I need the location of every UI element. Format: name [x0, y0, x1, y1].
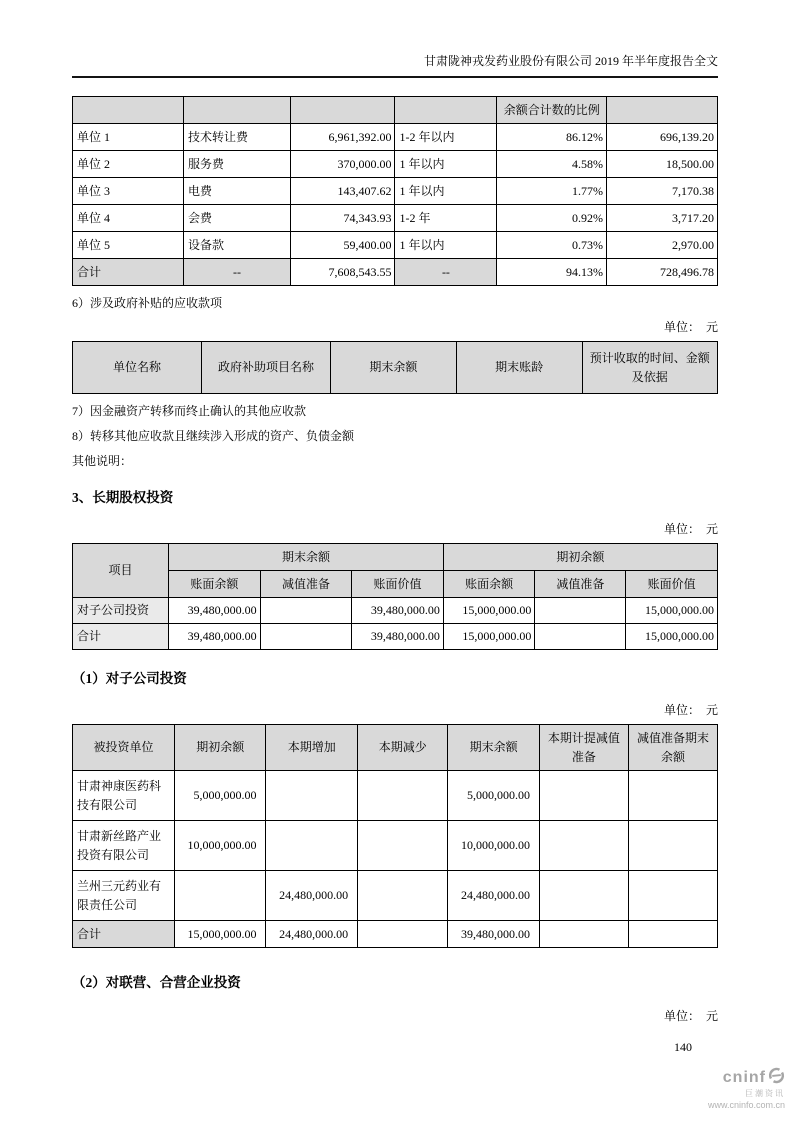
cell: --: [183, 259, 290, 286]
cell: [358, 871, 448, 921]
cell: 政府补助项目名称: [202, 342, 331, 394]
cell: 2,970.00: [607, 232, 718, 259]
cell: 39,480,000.00: [448, 921, 540, 948]
cell: 账面余额: [169, 571, 261, 598]
cell: [539, 821, 628, 871]
cell: 期末余额: [448, 725, 540, 771]
aging-table: [72, 96, 718, 286]
cell: [628, 771, 717, 821]
cell: 期末余额: [331, 342, 457, 394]
table-row: [73, 598, 718, 624]
cell: 39,480,000.00: [352, 598, 444, 624]
cell: 10,000,000.00: [448, 821, 540, 871]
cell: 15,000,000.00: [443, 624, 535, 650]
cell: 0.92%: [497, 205, 607, 232]
cell: [266, 821, 358, 871]
note-8: 8）转移其他应收款且继续涉入形成的资产、负债金额: [72, 429, 355, 443]
cell: 15,000,000.00: [174, 921, 266, 948]
cell: 账面价值: [626, 571, 718, 598]
unit-label: 单位： 元: [663, 1009, 718, 1023]
cell: [260, 598, 352, 624]
section-3-heading: 3、长期股权投资: [72, 490, 174, 505]
cell: 期末账龄: [456, 342, 582, 394]
cell: [539, 921, 628, 948]
table-header-row: [73, 544, 718, 571]
cell: 39,480,000.00: [169, 624, 261, 650]
cell: 减值准备期末余额: [628, 725, 717, 771]
table-row: [73, 178, 718, 205]
cell: [539, 871, 628, 921]
cell: 5,000,000.00: [174, 771, 266, 821]
sub-2-heading: （2）对联营、合营企业投资: [72, 975, 241, 990]
table-subheader-row: [73, 571, 718, 598]
table-row: [73, 205, 718, 232]
section-6-heading: 6）涉及政府补贴的应收款项: [72, 296, 223, 310]
cell: [628, 921, 717, 948]
cell: 86.12%: [497, 124, 607, 151]
cell: 1 年以内: [395, 178, 497, 205]
cell: 减值准备: [535, 571, 626, 598]
other-note: 其他说明：: [72, 454, 133, 468]
cell: 24,480,000.00: [266, 871, 358, 921]
cell: 期末余额: [169, 544, 444, 571]
cninfo-logo: [708, 1067, 785, 1110]
cell: [260, 624, 352, 650]
table-total-row: [73, 624, 718, 650]
table-total-row: [73, 259, 718, 286]
cell: --: [395, 259, 497, 286]
cell: 4.58%: [497, 151, 607, 178]
cell: 单位 4: [73, 205, 184, 232]
cell: [607, 97, 718, 124]
table-row: [73, 871, 718, 921]
cell: [535, 624, 626, 650]
cell: 6,961,392.00: [291, 124, 395, 151]
unit-label: 单位： 元: [663, 320, 718, 334]
cell: 143,407.62: [291, 178, 395, 205]
cninfo-url: www.cninfo.com.cn: [707, 1100, 785, 1110]
cell: 账面价值: [352, 571, 444, 598]
cell: 预计收取的时间、金额及依据: [582, 342, 717, 394]
subsidiary-table: [72, 724, 718, 948]
cell: 39,480,000.00: [169, 598, 261, 624]
cell: 15,000,000.00: [443, 598, 535, 624]
cell: 单位 3: [73, 178, 184, 205]
cell: [291, 97, 395, 124]
cell: 甘肃新丝路产业投资有限公司: [73, 821, 175, 871]
cell: 94.13%: [497, 259, 607, 286]
table-row: [73, 124, 718, 151]
cell: 24,480,000.00: [448, 871, 540, 921]
cell: 10,000,000.00: [174, 821, 266, 871]
cell: 服务费: [183, 151, 290, 178]
cell: 设备款: [183, 232, 290, 259]
cell: 696,139.20: [607, 124, 718, 151]
cell: 1 年以内: [395, 151, 497, 178]
cell: 1 年以内: [395, 232, 497, 259]
cell: 兰州三元药业有限责任公司: [73, 871, 175, 921]
cell: [628, 871, 717, 921]
cninfo-brand-line: [708, 1067, 785, 1089]
table-header-row: [73, 97, 718, 124]
cell: 5,000,000.00: [448, 771, 540, 821]
cninfo-brand-cn: 巨潮资讯: [745, 1089, 785, 1098]
cell: [535, 598, 626, 624]
cell: 余额合计数的比例: [497, 97, 607, 124]
cell: [358, 771, 448, 821]
cell: [266, 771, 358, 821]
cell: 单位 5: [73, 232, 184, 259]
cell: 18,500.00: [607, 151, 718, 178]
cell: 7,608,543.55: [291, 259, 395, 286]
cell: 74,343.93: [291, 205, 395, 232]
cell: 7,170.38: [607, 178, 718, 205]
cell: [73, 97, 184, 124]
table-header-row: [73, 725, 718, 771]
gov-subsidy-table: [72, 341, 718, 394]
table-row: [73, 232, 718, 259]
report-header: [72, 0, 718, 78]
cell: 728,496.78: [607, 259, 718, 286]
cell: 15,000,000.00: [626, 624, 718, 650]
cell: 0.73%: [497, 232, 607, 259]
cell: 账面余额: [443, 571, 535, 598]
cell: [358, 921, 448, 948]
cell: 合计: [73, 921, 175, 948]
cell: [539, 771, 628, 821]
cell: 期初余额: [174, 725, 266, 771]
sub-1-heading: （1）对子公司投资: [72, 671, 187, 686]
cell: 合计: [73, 259, 184, 286]
report-header-title: 甘肃陇神戎发药业股份有限公司 2019 年半年度报告全文: [423, 54, 718, 68]
cell: 单位 1: [73, 124, 184, 151]
cell: 本期减少: [358, 725, 448, 771]
cell: 项目: [73, 544, 169, 598]
table-row: [73, 821, 718, 871]
cell: [628, 821, 717, 871]
lt-equity-table: [72, 543, 718, 650]
table-header-row: [73, 342, 718, 394]
cell: 技术转让费: [183, 124, 290, 151]
cell: 单位名称: [73, 342, 202, 394]
cell: [174, 871, 266, 921]
cell: [395, 97, 497, 124]
cell: 1-2 年以内: [395, 124, 497, 151]
cell: [183, 97, 290, 124]
cell: 会费: [183, 205, 290, 232]
cell: 本期增加: [266, 725, 358, 771]
cell: 电费: [183, 178, 290, 205]
cell: 被投资单位: [73, 725, 175, 771]
cell: 甘肃神康医药科技有限公司: [73, 771, 175, 821]
cell: 59,400.00: [291, 232, 395, 259]
cell: 370,000.00: [291, 151, 395, 178]
page-number: 140: [674, 1040, 692, 1054]
table-row: [73, 151, 718, 178]
unit-label: 单位： 元: [663, 703, 718, 717]
cell: 期初余额: [443, 544, 717, 571]
cninfo-swirl-icon: [768, 1067, 785, 1089]
cell: 1-2 年: [395, 205, 497, 232]
table-row: [73, 771, 718, 821]
unit-label: 单位： 元: [663, 522, 718, 536]
cell: 本期计提减值准备: [539, 725, 628, 771]
cell: 减值准备: [260, 571, 352, 598]
cninfo-brand: cninf: [722, 1069, 766, 1086]
note-7: 7）因金融资产转移而终止确认的其他应收款: [72, 404, 307, 418]
cell: 3,717.20: [607, 205, 718, 232]
cell: 合计: [73, 624, 169, 650]
cell: 1.77%: [497, 178, 607, 205]
cell: 单位 2: [73, 151, 184, 178]
cell: 24,480,000.00: [266, 921, 358, 948]
cell: 39,480,000.00: [352, 624, 444, 650]
table-total-row: [73, 921, 718, 948]
cell: 对子公司投资: [73, 598, 169, 624]
cell: 15,000,000.00: [626, 598, 718, 624]
cell: [358, 821, 448, 871]
